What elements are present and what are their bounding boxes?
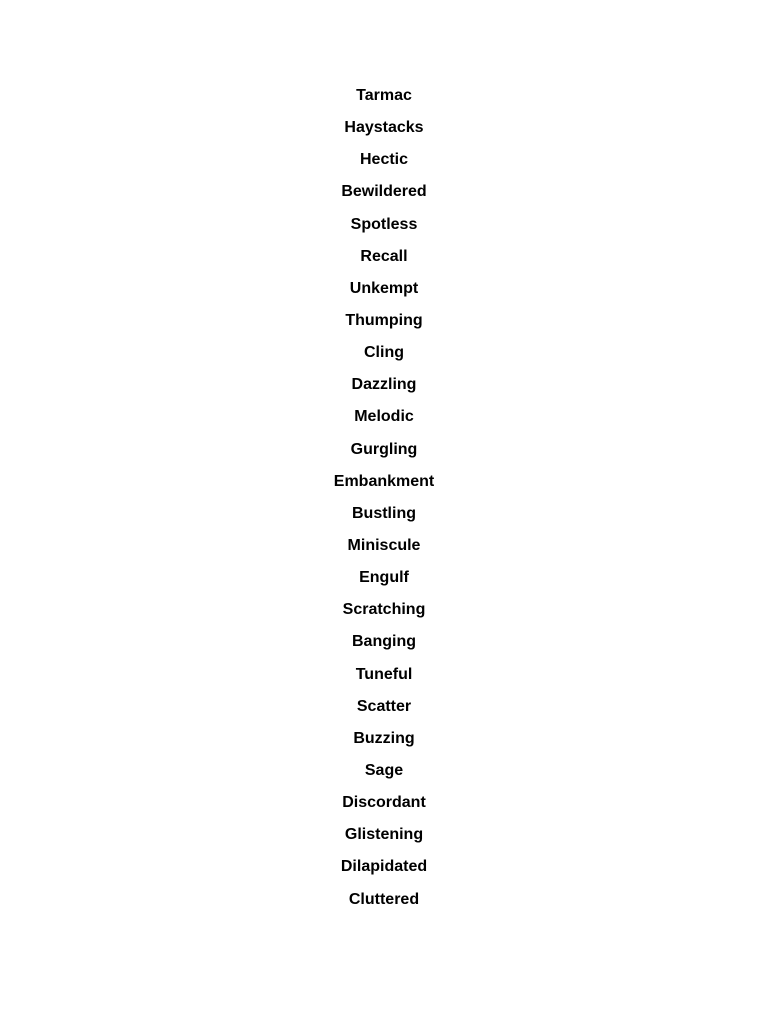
word-item: Buzzing — [353, 729, 415, 747]
word-item: Haystacks — [344, 119, 424, 137]
word-item: Unkempt — [349, 279, 419, 297]
word-item: Dazzling — [351, 376, 417, 394]
word-item: Dilapidated — [340, 858, 428, 876]
word-item: Embankment — [333, 472, 435, 490]
word-item: Tarmac — [356, 87, 412, 104]
word-item: Discordant — [342, 794, 426, 812]
word-list — [0, 84, 768, 920]
word-item: Tuneful — [355, 665, 413, 683]
word-item: Miniscule — [347, 536, 421, 554]
word-item: Scatter — [356, 697, 412, 715]
word-item: Banging — [352, 633, 416, 651]
word-item: Hectic — [359, 151, 409, 169]
word-item: Sage — [364, 761, 404, 779]
word-item: Cling — [364, 344, 404, 362]
word-item: Thumping — [345, 311, 423, 329]
word-item: Melodic — [354, 408, 414, 426]
word-item: Scratching — [342, 601, 426, 619]
word-item: Glistening — [344, 826, 424, 844]
word-item: Engulf — [359, 569, 409, 587]
word-item: Recall — [360, 247, 408, 265]
word-item: Bustling — [352, 504, 416, 522]
word-item: Spotless — [350, 215, 418, 233]
word-item: Gurgling — [350, 440, 418, 458]
word-item: Bewildered — [341, 183, 427, 201]
word-item: Cluttered — [348, 890, 420, 908]
